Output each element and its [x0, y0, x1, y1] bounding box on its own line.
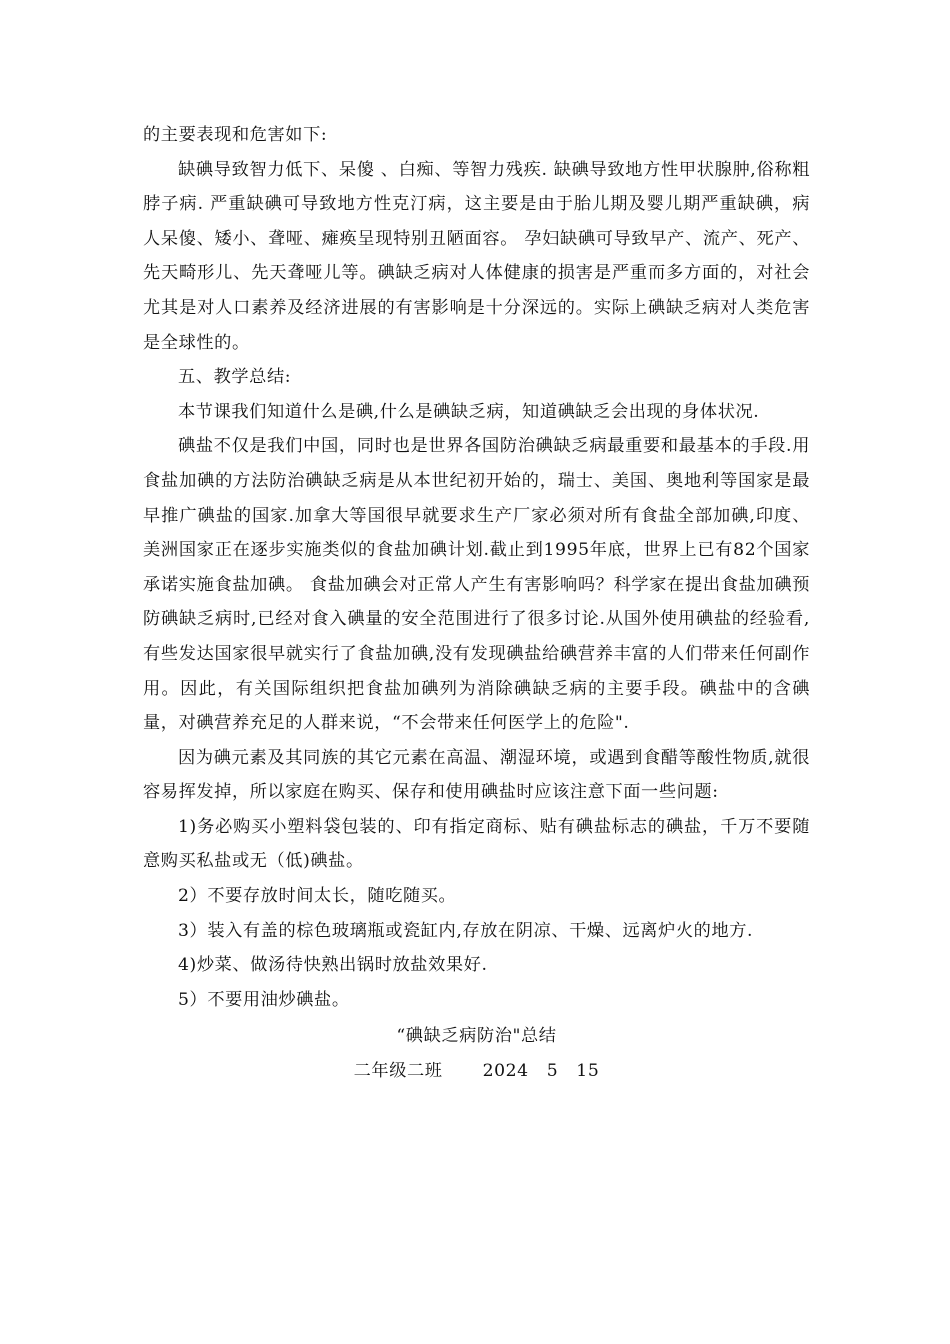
list-item-1: 1)务必购买小塑料袋包装的、印有指定商标、贴有碘盐标志的碘盐，千万不要随意购买私盐或无（低)碘盐。	[143, 816, 810, 872]
list-item-2: 2）不要存放时间太长，随吃随买。	[178, 886, 457, 907]
footer-class-name: 二年级二班	[353, 1061, 443, 1082]
footer-signature	[143, 1054, 810, 1089]
paragraph-lesson-summary: 本节课我们知道什么是碘,什么是碘缺乏病，知道碘缺乏会出现的身体状况.	[178, 401, 760, 422]
footer-day: 15	[576, 1061, 600, 1082]
footer-month: 5	[546, 1061, 559, 1082]
footer-title: “碘缺乏病防治"总结	[396, 1026, 557, 1047]
list-item-5: 5）不要用油炒碘盐。	[178, 989, 350, 1010]
paragraph-intro: 的主要表现和危害如下:	[143, 125, 328, 145]
section-heading-summary: 五、教学总结:	[178, 367, 292, 388]
paragraph-storage-intro: 因为碘元素及其同族的其它元素在高温、潮湿环境，或遇到食醋等酸性物质,就很容易挥发掉，所以家庭在购买、保存和使用碘盐时应该注意下面一些问题:	[143, 747, 810, 803]
paragraph-iodized-salt: 碘盐不仅是我们中国，同时也是世界各国防治碘缺乏病最重要和最基本的手段.用食盐加碘的方法防治碘缺乏病是从本世纪初开始的，瑞士、美国、奥地利等国家是最早推广碘盐的国家.加拿大等国很早就要求生产厂家必须对所有食盐全部加碘,印度、美洲国家正在逐步实施类似的食盐加碘计划.截止到1995年底，世界上已有82个国家承诺实施食盐加碘。 食盐加碘会对正常人产生有害影响吗？科学家在提出食盐加碘预防碘缺乏病时,已经对食入碘量的安全范围进行了很多讨论.从国外使用碘盐的经验看,有些发达国家很早就实行了食盐加碘,没有发现碘盐给碘营养丰富的人们带来任何副作用。因此，有关国际组织把食盐加碘列为消除碘缺乏病的主要手段。碘盐中的含碘量，对碘营养充足的人群来说，“不会带来任何医学上的危险".	[143, 436, 810, 734]
list-item-3: 3）装入有盖的棕色玻璃瓶或瓷缸内,存放在阴凉、干燥、远离炉火的地方.	[178, 920, 754, 941]
list-item-4: 4)炒菜、做汤待快熟出锅时放盐效果好.	[178, 955, 488, 976]
footer-year: 2024	[482, 1061, 529, 1082]
document-body	[143, 118, 810, 1089]
paragraph-iodine-harm: 缺碘导致智力低下、呆傻 、白痴、等智力残疾. 缺碘导致地方性甲状腺肿,俗称粗脖子病. 严重缺碘可导致地方性克汀病，这主要是由于胎儿期及婴儿期严重缺碘，病人呆傻、矮小、聋哑、瘫痪呈现特别丑陋面容。 孕妇缺碘可导致早产、流产、死产、先天畸形儿、先天聋哑儿等。碘缺乏病对人体健康的损害是严重而多方面的，对社会尤其是对人口素养及经济进展的有害影响是十分深远的。实际上碘缺乏病对人类危害是全球性的。	[143, 159, 810, 353]
